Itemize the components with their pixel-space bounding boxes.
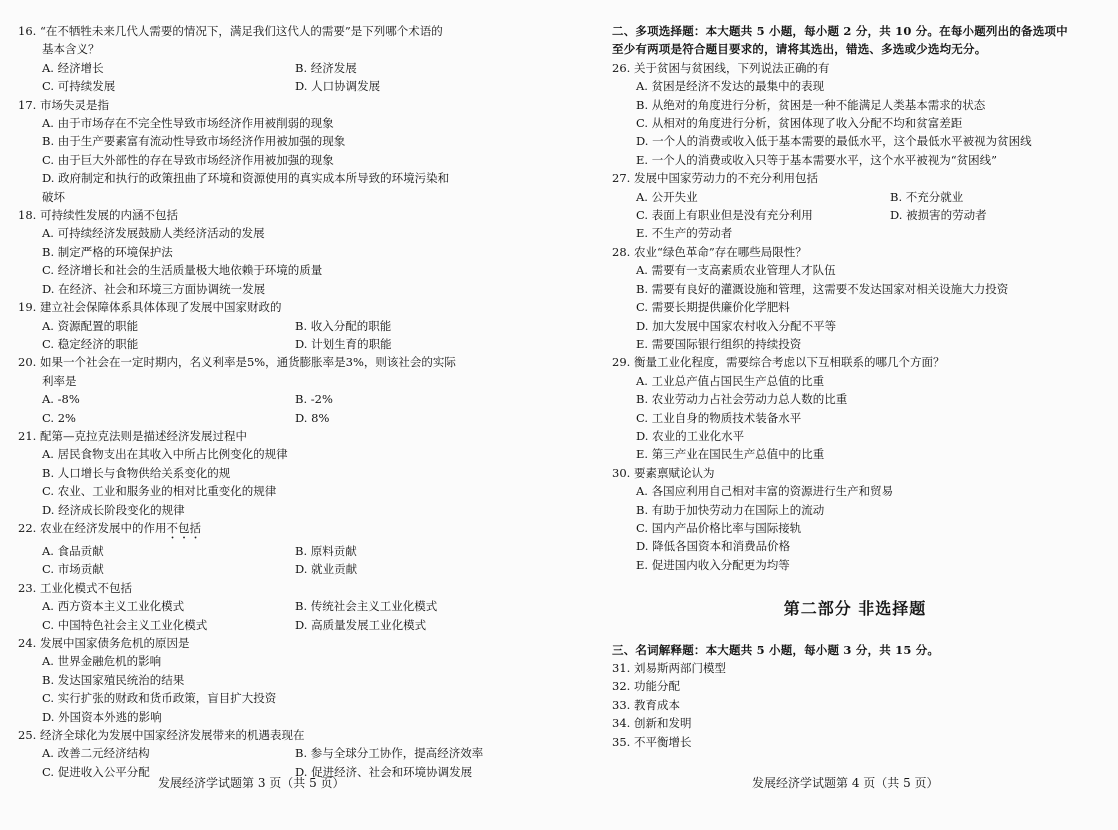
question-stem: 27. 发展中国家劳动力的不充分利用包括 xyxy=(612,171,818,186)
question-stem: 28. 农业“绿色革命”存在哪些局限性？ xyxy=(612,244,807,259)
term-32: 32. 功能分配 xyxy=(612,679,680,694)
option-b: B. 原料贡献 xyxy=(295,543,357,558)
option-d: D. 政府制定和执行的政策扭曲了环境和资源使用的真实成本所导致的环境污染和 xyxy=(42,171,450,186)
option-c: C. 2% xyxy=(42,410,76,425)
question-23 xyxy=(18,579,518,634)
option-d: D. 就业贡献 xyxy=(295,562,358,577)
question-22 xyxy=(18,519,518,579)
question-21 xyxy=(18,427,518,519)
term-34: 34. 创新和发明 xyxy=(612,716,692,731)
question-stem-text: 22. 农业在经济发展中的作用 xyxy=(18,520,167,535)
term-31: 31. 刘易斯两部门模型 xyxy=(612,661,726,675)
option-a: A. 由于市场存在不完全性导致市场经济作用被削弱的现象 xyxy=(42,116,334,131)
option-d: D. 高质量发展工业化模式 xyxy=(295,617,427,632)
option-d: D. 被损害的劳动者 xyxy=(890,208,987,223)
option-e: E. 第三产业在国民生产总值中的比重 xyxy=(636,447,825,462)
option-b: B. 参与全球分工协作，提高经济效率 xyxy=(295,746,484,761)
question-stem: 29. 衡量工业化程度，需要综合考虑以下互相联系的哪几个方面？ xyxy=(612,355,945,370)
question-28 xyxy=(612,243,1098,353)
question-24 xyxy=(18,634,518,726)
question-stem-cont: 基本含义？ xyxy=(42,42,100,57)
term-33: 33. 教育成本 xyxy=(612,697,680,712)
question-27 xyxy=(612,169,1098,243)
question-26 xyxy=(612,59,1098,169)
option-d: D. 外国资本外逃的影响 xyxy=(42,709,162,724)
section-heading: 二、多项选择题：本大题共 5 小题，每小题 2 分，共 10 分。在每小题列出的备选项中 xyxy=(612,24,1068,38)
question-stem: 26. 关于贫困与贫困线，下列说法正确的有 xyxy=(612,60,830,75)
question-stem: 19. 建立社会保障体系具体体现了发展中国家财政的 xyxy=(18,300,282,315)
option-a: A. 经济增长 xyxy=(42,60,104,75)
option-a: A. 世界金融危机的影响 xyxy=(42,654,162,669)
option-a: A. -8% xyxy=(42,392,80,407)
option-a: A. 各国应利用自己相对丰富的资源进行生产和贸易 xyxy=(636,484,894,499)
question-20 xyxy=(18,353,518,427)
option-c: C. 表面上有职业但是没有充分利用 xyxy=(636,208,813,223)
page-footer-right: 发展经济学试题第 4 页（共 5 页） xyxy=(752,776,939,790)
option-c: C. 国内产品价格比率与国际接轨 xyxy=(636,520,802,535)
question-stem: 21. 配第—克拉克法则是描述经济发展过程中 xyxy=(18,428,247,443)
option-e: E. 促进国内收入分配更为均等 xyxy=(636,557,790,572)
question-stem: 16. “在不牺牲未来几代人需要的情况下，满足我们这代人的需要”是下列哪个术语的 xyxy=(18,24,443,38)
option-d: D. 人口协调发展 xyxy=(295,79,381,94)
question-stem: 25. 经济全球化为发展中国家经济发展带来的机遇表现在 xyxy=(18,728,305,743)
option-c: C. 促进收入公平分配 xyxy=(42,764,150,779)
option-b: B. 传统社会主义工业化模式 xyxy=(295,599,438,614)
question-stem: 24. 发展中国家债务危机的原因是 xyxy=(18,636,190,650)
option-b: B. 制定严格的环境保护法 xyxy=(42,244,173,259)
option-c: C. 稳定经济的职能 xyxy=(42,336,139,351)
option-e: E. 一个人的消费或收入只等于基本需要水平，这个水平被视为“贫困线” xyxy=(636,152,997,167)
question-stem: 18. 可持续性发展的内涵不包括 xyxy=(18,208,178,223)
question-30 xyxy=(612,464,1098,574)
option-b: B. 由于生产要素富有流动性导致市场经济作用被加强的现象 xyxy=(42,134,346,149)
option-b: B. 从绝对的角度进行分析，贫困是一种不能满足人类基本需求的状态 xyxy=(636,97,986,112)
option-d: D. 计划生育的职能 xyxy=(295,336,392,351)
option-b: B. 需要有良好的灌溉设施和管理，这需要不发达国家对相关设施大力投资 xyxy=(636,281,1009,296)
question-19 xyxy=(18,298,518,353)
option-c: C. 工业自身的物质技术装备水平 xyxy=(636,410,802,425)
question-stem: 17. 市场失灵是指 xyxy=(18,97,109,112)
option-b: B. 人口增长与食物供给关系变化的规 xyxy=(42,465,231,480)
question-16 xyxy=(18,22,518,96)
option-c: C. 需要长期提供廉价化学肥料 xyxy=(636,300,790,315)
option-b: B. 不充分就业 xyxy=(890,189,964,204)
option-a: A. 公开失业 xyxy=(636,189,698,204)
page-footer-left: 发展经济学试题第 3 页（共 5 页） xyxy=(158,776,345,790)
option-a: A. 改善二元经济结构 xyxy=(42,746,150,761)
option-d-cont: 破坏 xyxy=(42,189,65,204)
question-stem: 30. 要素禀赋论认为 xyxy=(612,465,715,480)
option-d: D. 农业的工业化水平 xyxy=(636,428,745,443)
option-d: D. 8% xyxy=(295,410,330,425)
option-c: C. 中国特色社会主义工业化模式 xyxy=(42,617,208,632)
option-a: A. 居民食物支出在其收入中所占比例变化的规律 xyxy=(42,447,288,462)
option-c: C. 从相对的角度进行分析，贫困体现了收入分配不均和贫富差距 xyxy=(636,116,963,131)
option-b: B. 农业劳动力占社会劳动力总人数的比重 xyxy=(636,392,848,407)
option-a: A. 贫困是经济不发达的最集中的表现 xyxy=(636,79,825,94)
option-c: C. 实行扩张的财政和货币政策，盲目扩大投资 xyxy=(42,691,277,706)
question-stem-cont: 利率是 xyxy=(42,373,77,388)
option-d: D. 加大发展中国家农村收入分配不平等 xyxy=(636,318,837,333)
option-b: B. 经济发展 xyxy=(295,60,357,75)
option-d: D. 降低各国资本和消费品价格 xyxy=(636,539,791,554)
option-c: C. 经济增长和社会的生活质量极大地依赖于环境的质量 xyxy=(42,263,323,278)
option-a: A. 食品贡献 xyxy=(42,543,104,558)
question-17 xyxy=(18,96,518,206)
question-stem: 20. 如果一个社会在一定时期内，名义利率是5%，通货膨胀率是3%，则该社会的实际 xyxy=(18,355,456,370)
left-column xyxy=(18,22,518,781)
question-stem: 23. 工业化模式不包括 xyxy=(18,580,132,595)
question-25 xyxy=(18,726,518,781)
option-d: D. 一个人的消费或收入低于基本需要的最低水平，这个最低水平被视为贫困线 xyxy=(636,134,1032,149)
option-c: C. 农业、工业和服务业的相对比重变化的规律 xyxy=(42,484,277,499)
option-a: A. 资源配置的职能 xyxy=(42,318,139,333)
option-d: D. 经济成长阶段变化的规律 xyxy=(42,502,185,517)
option-c: C. 由于巨大外部性的存在导致市场经济作用被加强的现象 xyxy=(42,152,334,167)
option-e: E. 需要国际银行组织的持续投资 xyxy=(636,336,802,351)
question-stem xyxy=(18,519,518,542)
option-b: B. 有助于加快劳动力在国际上的流动 xyxy=(636,502,825,517)
question-18 xyxy=(18,206,518,298)
section-heading-cont: 至少有两项是符合题目要求的，请将其选出，错选、多选或少选均无分。 xyxy=(612,42,987,57)
option-c: C. 市场贡献 xyxy=(42,562,104,577)
option-e: E. 不生产的劳动者 xyxy=(636,226,733,241)
option-b: B. -2% xyxy=(295,392,333,407)
section-heading: 三、名词解释题：本大题共 5 小题，每小题 3 分，共 15 分。 xyxy=(612,642,940,657)
option-d: D. 促进经济、社会和环境协调发展 xyxy=(295,764,473,779)
question-29 xyxy=(612,353,1098,463)
option-a: A. 工业总产值占国民生产总值的比重 xyxy=(636,373,825,388)
emphasized-text: 不包括 xyxy=(166,520,201,535)
option-c: C. 可持续发展 xyxy=(42,79,116,94)
part-title: 第二部分 非选择题 xyxy=(783,599,927,619)
option-a: A. 可持续经济发展鼓励人类经济活动的发展 xyxy=(42,226,265,241)
option-a: A. 需要有一支高素质农业管理人才队伍 xyxy=(636,263,836,278)
term-35: 35. 不平衡增长 xyxy=(612,734,692,749)
option-b: B. 收入分配的职能 xyxy=(295,318,392,333)
option-d: D. 在经济、社会和环境三方面协调统一发展 xyxy=(42,281,266,296)
option-a: A. 西方资本主义工业化模式 xyxy=(42,599,185,614)
right-column xyxy=(612,22,1098,751)
option-b: B. 发达国家殖民统治的结果 xyxy=(42,672,185,687)
